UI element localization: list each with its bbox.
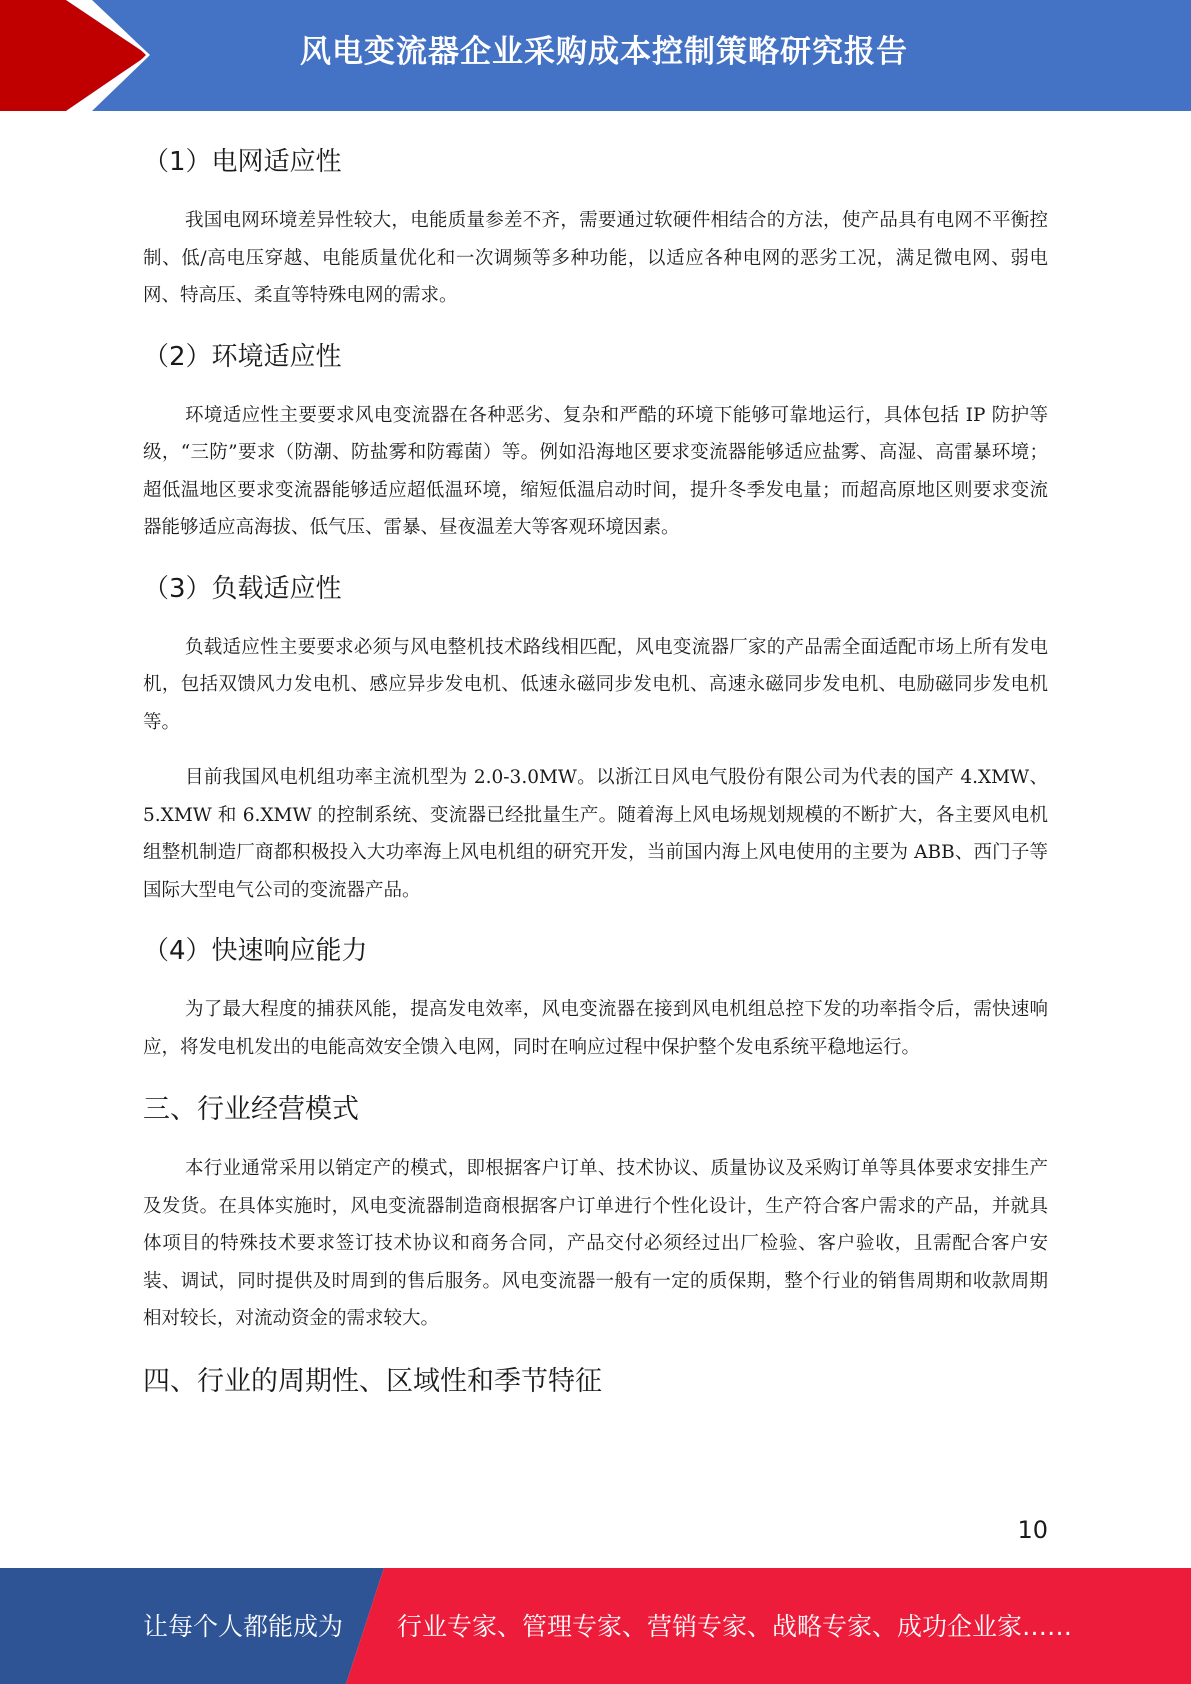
heading-fast-response: （4）快速响应能力	[143, 936, 368, 966]
footer-slogan-right: 行业专家、管理专家、营销专家、战略专家、成功企业家……	[397, 1612, 1073, 1641]
report-title: 风电变流器企业采购成本控制策略研究报告	[300, 34, 908, 70]
heading-industry-cycles: 四、行业的周期性、区域性和季节特征	[143, 1365, 602, 1397]
footer-slogan-left: 让每个人都能成为	[143, 1612, 344, 1641]
paragraph: 本行业通常采用以销定产的模式，即根据客户订单、技术协议、质量协议及采购订单等具体要求安排生产及发货。在具体实施时，风电变流器制造商根据客户订单进行个性化设计，生产符合客户需求的产品，并就具体项目的特殊技术要求签订技术协议和商务合同，产品交付必须经过出厂检验、客户验收，且需配合客户安装、调试，同时提供及时周到的售后服务。风电变流器一般有一定的质保期，整个行业的销售周期和收款周期相对较长，对流动资金的需求较大。	[143, 1158, 1048, 1329]
paragraph: 为了最大程度的捕获风能，提高发电效率，风电变流器在接到风电机组总控下发的功率指令后，需快速响应，将发电机发出的电能高效安全馈入电网，同时在响应过程中保护整个发电系统平稳地运行。	[143, 999, 1048, 1058]
heading-business-model: 三、行业经营模式	[143, 1094, 359, 1125]
heading-environment-adaptability: （2）环境适应性	[143, 341, 342, 372]
paragraph: 我国电网环境差异性较大，电能质量参差不齐，需要通过软硬件相结合的方法，使产品具有电网不平衡控制、低/高电压穿越、电能质量优化和一次调频等多种功能，以适应各种电网的恶劣工况，满足微电网、弱电网、特高压、柔直等特殊电网的需求。	[143, 210, 1048, 306]
heading-load-adaptability: （3）负载适应性	[143, 573, 342, 604]
page-number: 10	[1017, 1516, 1048, 1544]
page-footer	[0, 1568, 1191, 1684]
paragraph: 负载适应性主要要求必须与风电整机技术路线相匹配，风电变流器厂家的产品需全面适配市场上所有发电机，包括双馈风力发电机、感应异步发电机、低速永磁同步发电机、高速永磁同步发电机、电励磁同步发电机等。	[143, 636, 1048, 733]
page-header	[0, 0, 1191, 111]
heading-grid-adaptability: （1）电网适应性	[143, 147, 342, 177]
paragraph: 环境适应性主要要求风电变流器在各种恶劣、复杂和严酷的环境下能够可靠地运行，具体包括 IP 防护等级，“三防”要求（防潮、防盐雾和防霉菌）等。例如沿海地区要求变流器能够适应盐雾、高湿、高雷暴环境；超低温地区要求变流器能够适应超低温环境，缩短低温启动时间，提升冬季发电量；而超高原地区则要求变流器能够适应高海拔、低气压、雷暴、昼夜温差大等客观环境因素。	[143, 404, 1048, 538]
paragraph: 目前我国风电机组功率主流机型为 2.0-3.0MW。以浙江日风电气股份有限公司为代表的国产 4.XMW、5.XMW 和 6.XMW 的控制系统、变流器已经批量生产。随着海上风电场规划规模的不断扩大，各主要风电机组整机制造厂商都积极投入大功率海上风电机组的研究开发，当前国内海上风电使用的主要为 ABB、西门子等国际大型电气公司的变流器产品。	[143, 767, 1048, 901]
document-body	[143, 120, 1048, 1412]
